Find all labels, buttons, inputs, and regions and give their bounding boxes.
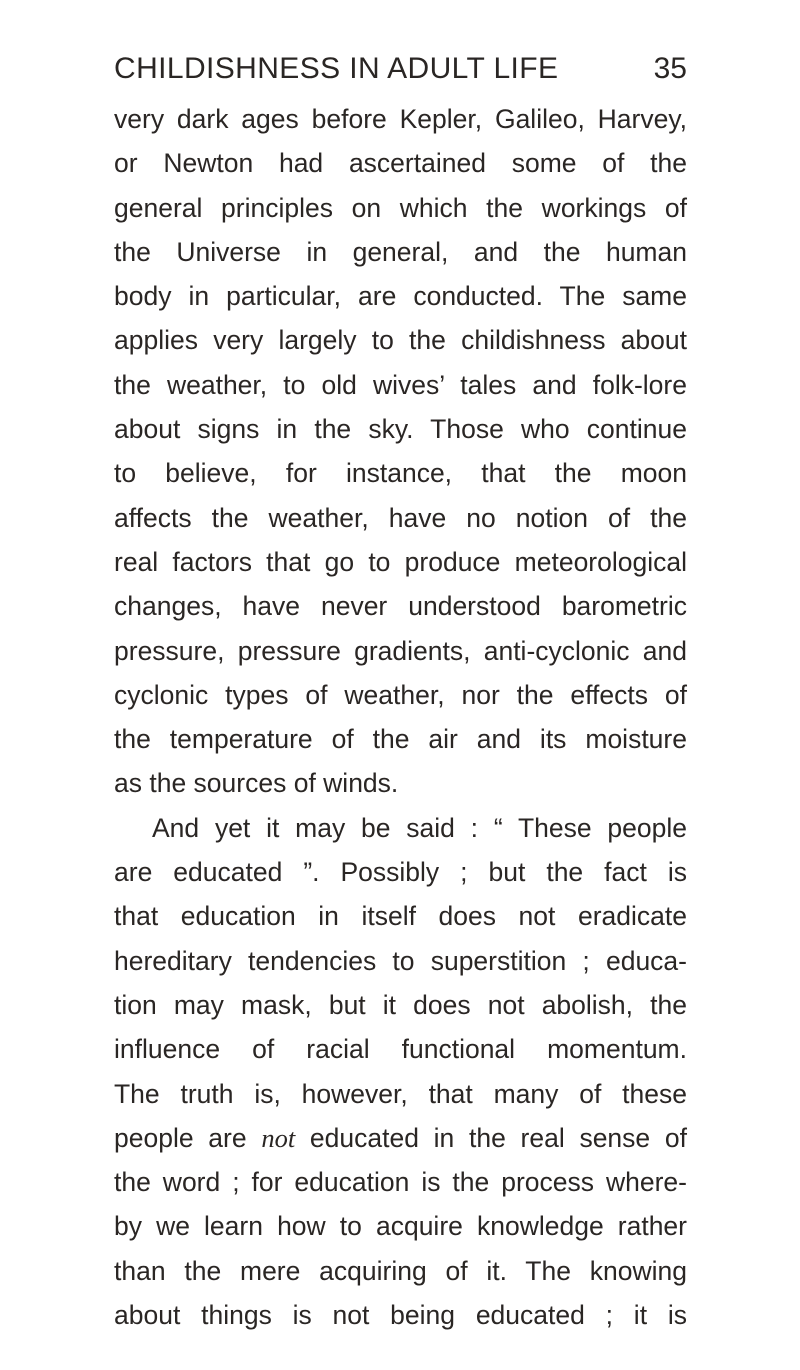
text-line: tion may mask, but it does not abolish, the: [114, 989, 687, 1020]
text-line: by we learn how to acquire knowledge rather: [114, 1211, 687, 1242]
text-line: to believe, for instance, that the moon: [114, 458, 687, 489]
text-line: influence of racial functional momentum.: [114, 1034, 687, 1065]
text-line: about signs in the sky. Those who continue: [114, 414, 687, 445]
text-line: The truth is, however, that many of these: [114, 1078, 687, 1109]
text-line-with-emphasis: [114, 1116, 687, 1160]
text-line: changes, have never understood barometric: [114, 591, 687, 622]
text-line: very dark ages before Kepler, Galileo, Harvey,: [114, 104, 687, 134]
text-fragment: educated in the real sense of: [309, 1122, 687, 1153]
text-line: hereditary tendencies to superstition ; educa-: [114, 945, 687, 976]
emphasis-not: not: [261, 1122, 296, 1153]
text-line: general principles on which the workings of: [114, 192, 687, 223]
body-text: [114, 97, 687, 1337]
text-line: affects the weather, have no notion of the: [114, 502, 687, 533]
text-line: the temperature of the air and its moisture: [114, 724, 687, 755]
text-line: pressure, pressure gradients, anti-cyclonic and: [114, 635, 687, 666]
text-line: applies very largely to the childishness about: [114, 325, 687, 356]
text-line: than the mere acquiring of it. The knowing: [114, 1255, 687, 1286]
running-head: [114, 44, 687, 94]
paragraph-end-line: as the sources of winds.: [114, 768, 399, 799]
text-line: cyclonic types of weather, nor the effects of: [114, 679, 687, 710]
text-line: the Universe in general, and the human: [114, 236, 687, 267]
text-line: real factors that go to produce meteorological: [114, 546, 687, 577]
text-line: the word ; for education is the process where-: [114, 1167, 687, 1198]
text-line: are educated ”. Possibly ; but the fact is: [114, 857, 687, 888]
paragraph-start-line: And yet it may be said : “ These people: [152, 812, 687, 843]
text-line: body in particular, are conducted. The same: [114, 281, 687, 312]
text-line: the weather, to old wives’ tales and folk-lore: [114, 369, 687, 400]
running-title: CHILDISHNESS IN ADULT LIFE: [114, 52, 559, 85]
page-number: 35: [653, 52, 687, 85]
text-fragment: people are: [114, 1122, 247, 1153]
text-line: or Newton had ascertained some of the: [114, 148, 687, 179]
text-line: that education in itself does not eradicate: [114, 901, 687, 932]
text-line: about things is not being educated ; it is: [114, 1300, 687, 1331]
